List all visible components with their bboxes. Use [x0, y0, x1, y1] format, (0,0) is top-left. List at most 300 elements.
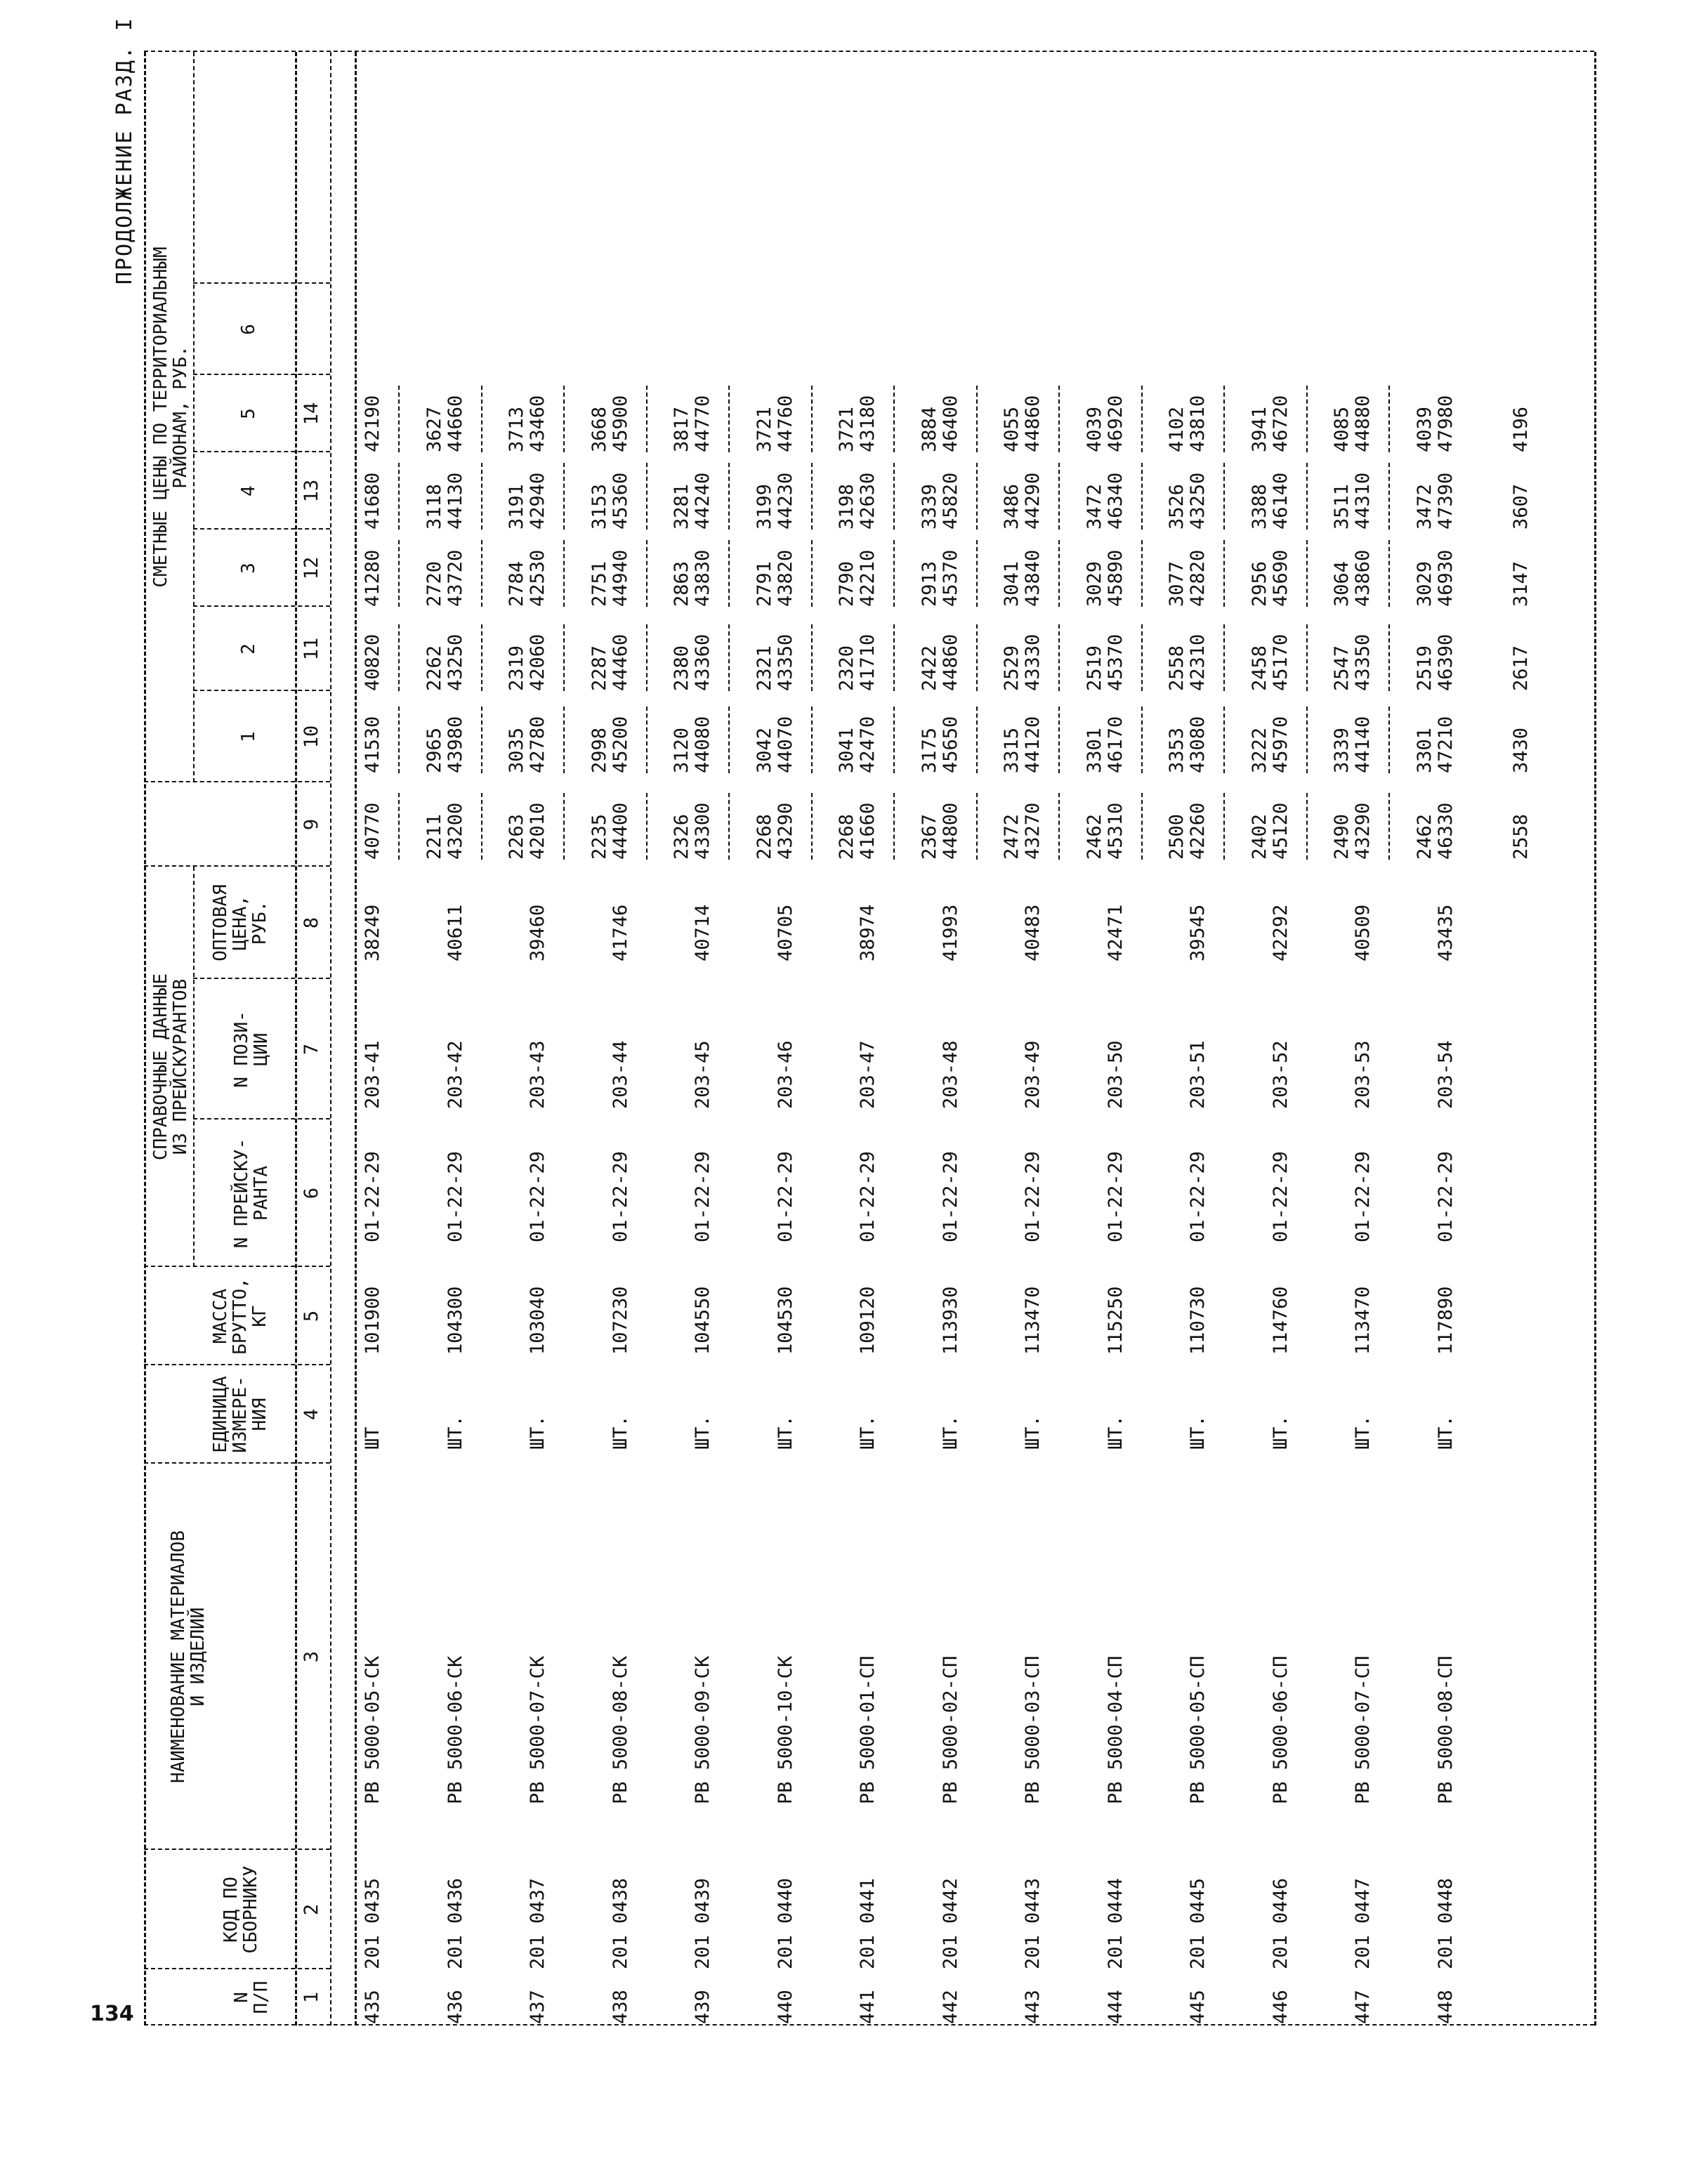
cell-separator [563, 540, 565, 607]
column-number: 12 [301, 556, 322, 580]
region-price-delta: 3315 [1001, 727, 1023, 773]
region-price-total: 46340 [1104, 472, 1126, 530]
cell-separator [398, 386, 400, 452]
region-price-total: 43810 [1187, 395, 1209, 452]
row-position: 203-50 [1104, 1040, 1126, 1109]
row-pricelist: 01-22-29 [692, 1150, 714, 1242]
cell-separator [1141, 624, 1143, 691]
cell-separator [563, 793, 565, 860]
header-region-6: 6 [238, 324, 259, 335]
cell-separator [893, 463, 895, 530]
cell-separator [481, 793, 482, 860]
region-price-total: 45970 [1269, 716, 1292, 773]
row-divider [355, 52, 357, 2025]
row-name: РВ 5000-02-СП [939, 1655, 961, 1804]
region-price-total: 43180 [857, 395, 879, 452]
region-price-delta: 3339 [1331, 727, 1353, 773]
region-price-delta: 3301 [1413, 727, 1436, 773]
region-price-delta: 3198 [836, 483, 858, 530]
region-price-delta: 4085 [1331, 406, 1353, 452]
region-price-total: 44120 [1022, 716, 1044, 773]
region-price-total: 45900 [609, 395, 631, 452]
row-code: 201 0440 [774, 1877, 796, 1969]
cell-separator [1306, 386, 1308, 452]
cell-separator [811, 624, 813, 691]
region-price-delta: 3627 [423, 406, 445, 452]
region-price-total: 42310 [1187, 633, 1209, 691]
region-price-total: 47210 [1434, 716, 1457, 773]
region-price-delta: 3353 [1166, 727, 1188, 773]
row-wholesale-price: 38974 [857, 904, 879, 961]
column-divider [144, 51, 1594, 52]
region-price-delta: 2319 [506, 645, 527, 691]
region-price-delta: 2211 [423, 813, 445, 860]
row-wholesale-price: 42292 [1269, 904, 1292, 961]
row-pricelist: 01-22-29 [1104, 1150, 1126, 1242]
region-price-delta: 2791 [753, 560, 775, 607]
region-price-delta: 3526 [1166, 483, 1188, 530]
cell-separator [646, 707, 648, 773]
row-name: РВ 5000-10-СК [774, 1655, 796, 1804]
cell-separator [1306, 540, 1308, 607]
cell-separator [398, 793, 400, 860]
cell-separator [481, 463, 482, 530]
row-name: РВ 5000-06-СП [1269, 1655, 1292, 1804]
region-price-total: 43830 [692, 549, 714, 607]
region-price-delta: 2402 [1248, 813, 1270, 860]
region-price-delta: 3713 [506, 406, 527, 452]
header-region-4: 4 [238, 485, 259, 497]
row-wholesale-price: 40714 [692, 904, 714, 961]
region-price-delta: 2367 [918, 813, 940, 860]
row-pricelist: 01-22-29 [609, 1150, 631, 1242]
region-price-delta: 3041 [1001, 560, 1023, 607]
region-price-total: 43270 [1022, 802, 1044, 860]
region-price-delta: 2519 [1413, 645, 1436, 691]
cell-separator [1141, 793, 1143, 860]
row-number: 443 [1022, 1990, 1044, 2024]
trailing-value: 2617 [1510, 645, 1532, 691]
region-price-total: 42780 [527, 716, 548, 773]
region-price-total: 44130 [444, 472, 466, 530]
row-position: 203-46 [774, 1040, 796, 1109]
region-price-delta: 2320 [836, 645, 858, 691]
cell-separator [976, 463, 978, 530]
region-price-delta: 3042 [753, 727, 775, 773]
cell-separator [728, 463, 730, 530]
region-price-delta: 2529 [1001, 645, 1023, 691]
region-price-delta: 2326 [671, 813, 692, 860]
cell-separator [893, 707, 895, 773]
header-wholesale: ОПТОВАЯ ЦЕНА, РУБ. [210, 884, 270, 961]
row-unit: ШТ. [1187, 1415, 1209, 1450]
region-price-delta: 2321 [753, 645, 775, 691]
region-price-delta: 3029 [1083, 560, 1105, 607]
cell-separator [1388, 463, 1390, 530]
cell-separator [893, 540, 895, 607]
region-price-delta: 2720 [423, 560, 445, 607]
region-price-total: 44760 [774, 395, 796, 452]
region-price-delta: 3120 [671, 727, 692, 773]
region-price-total: 43720 [444, 549, 466, 607]
region-price-delta: 3668 [588, 406, 610, 452]
cell-separator [1058, 540, 1060, 607]
row-divider [1594, 52, 1596, 2025]
row-name: РВ 5000-07-СП [1352, 1655, 1374, 1804]
row-mass: 104530 [774, 1286, 796, 1355]
row-position: 203-49 [1022, 1040, 1044, 1109]
region-price-total: 46400 [939, 395, 961, 452]
row-unit: ШТ. [444, 1415, 466, 1450]
region-price-total: 46330 [1434, 802, 1457, 860]
cell-separator [1223, 707, 1225, 773]
cell-separator [893, 793, 895, 860]
cell-separator [1223, 463, 1225, 530]
row-number: 448 [1434, 1990, 1457, 2024]
region-price-total: 42260 [1187, 802, 1209, 860]
region-price-total: 47390 [1434, 472, 1457, 530]
row-pricelist: 01-22-29 [1187, 1150, 1209, 1242]
region-price-total: 43250 [444, 633, 466, 691]
region-price-total: 44460 [609, 633, 631, 691]
row-code: 201 0442 [939, 1877, 961, 1969]
region-price-delta: 2462 [1413, 813, 1436, 860]
row-pricelist: 01-22-29 [1022, 1150, 1044, 1242]
row-wholesale-price: 40483 [1022, 904, 1044, 961]
cell-separator [1223, 540, 1225, 607]
cell-separator [1223, 793, 1225, 860]
column-number: 5 [301, 1310, 322, 1322]
region-price-delta: 3301 [1083, 727, 1105, 773]
region-price-total: 45650 [939, 716, 961, 773]
row-mass: 113470 [1022, 1286, 1044, 1355]
row-number: 441 [857, 1990, 879, 2024]
cell-separator [563, 463, 565, 530]
row-code: 201 0446 [1269, 1877, 1292, 1969]
column-number: 11 [301, 637, 322, 661]
column-number: 10 [301, 725, 322, 749]
row-mass: 103040 [527, 1286, 548, 1355]
region-price-delta: 4102 [1166, 406, 1188, 452]
row-position: 203-41 [362, 1040, 383, 1109]
row-number: 447 [1352, 1990, 1374, 2024]
region-price-total: 43360 [692, 633, 714, 691]
cell-separator [728, 386, 730, 452]
row-number: 439 [692, 1990, 714, 2024]
row-code: 201 0435 [362, 1877, 383, 1969]
cell-separator [1058, 793, 1060, 860]
cell-separator [1141, 707, 1143, 773]
region-price-total: 46390 [1434, 633, 1457, 691]
row-pricelist: 01-22-29 [1269, 1150, 1292, 1242]
region-price-delta: 3041 [836, 727, 858, 773]
region-price-delta: 3721 [836, 406, 858, 452]
region-price-total: 45200 [609, 716, 631, 773]
column-number: 8 [301, 917, 322, 929]
section-title: ПРОДОЛЖЕНИЕ РАЗД. I [112, 17, 137, 285]
cell-separator [976, 540, 978, 607]
cell-separator [976, 624, 978, 691]
row-pricelist: 01-22-29 [857, 1150, 879, 1242]
row-unit: ШТ. [1434, 1415, 1457, 1450]
cell-separator [1141, 540, 1143, 607]
row-mass: 104300 [444, 1286, 466, 1355]
cell-separator [646, 386, 648, 452]
row-mass: 104550 [692, 1286, 714, 1355]
row-code: 201 0439 [692, 1877, 714, 1969]
region-price-total: 44660 [444, 395, 466, 452]
row-pricelist: 01-22-29 [1352, 1150, 1374, 1242]
cell-separator [728, 793, 730, 860]
row-name: РВ 5000-08-СП [1434, 1655, 1457, 1804]
row-mass: 115250 [1104, 1286, 1126, 1355]
cell-separator [1223, 386, 1225, 452]
row-divider [193, 52, 195, 782]
region-price-delta: 2268 [753, 813, 775, 860]
column-number: 7 [301, 1043, 322, 1056]
region-price-total: 42060 [527, 633, 548, 691]
row-name: РВ 5000-04-СП [1104, 1655, 1126, 1804]
region-price-total: 42530 [527, 549, 548, 607]
cell-separator [1388, 624, 1390, 691]
trailing-value: 4196 [1510, 406, 1532, 452]
cell-separator [398, 707, 400, 773]
row-pricelist: 01-22-29 [939, 1150, 961, 1242]
region-price-delta: 3472 [1413, 483, 1436, 530]
row-name: РВ 5000-05-СП [1187, 1655, 1209, 1804]
trailing-value: 2558 [1510, 813, 1532, 860]
page-number: 134 [90, 2002, 134, 2026]
region-price-delta: 2965 [423, 727, 445, 773]
row-name: РВ 5000-09-СК [692, 1655, 714, 1804]
region-price-delta: 2956 [1248, 560, 1270, 607]
cell-separator [1058, 386, 1060, 452]
region-price-delta: 3941 [1248, 406, 1270, 452]
row-wholesale-price: 39545 [1187, 904, 1209, 961]
cell-separator [481, 540, 482, 607]
row-number: 438 [609, 1990, 631, 2024]
region-price-total: 44230 [774, 472, 796, 530]
row-unit: ШТ. [609, 1415, 631, 1450]
header-unit: ЕДИНИЦА ИЗМЕРЕ- НИЯ [210, 1376, 270, 1453]
cell-separator [976, 707, 978, 773]
region-price-delta: 3721 [753, 406, 775, 452]
row-mass: 113470 [1352, 1286, 1374, 1355]
column-divider [193, 282, 330, 284]
region-price-total: 43300 [692, 802, 714, 860]
row-unit: ШТ. [774, 1415, 796, 1450]
region-price-total: 42820 [1187, 549, 1209, 607]
region-price-delta: 2519 [1083, 645, 1105, 691]
column-number: 6 [301, 1187, 322, 1200]
row-number: 440 [774, 1990, 796, 2024]
region-price-delta: 3281 [671, 483, 692, 530]
region-price-delta: 2472 [1001, 813, 1023, 860]
header-position: N ПОЗИ- ЦИИ [231, 1011, 272, 1088]
region-price-total: 44880 [1352, 395, 1374, 452]
region-price-delta: 3817 [671, 406, 692, 452]
row-code: 201 0444 [1104, 1877, 1126, 1969]
cell-separator [1306, 463, 1308, 530]
row-position: 203-43 [527, 1040, 548, 1109]
region-price-delta: 3077 [1166, 560, 1188, 607]
region-price-total: 46170 [1104, 716, 1126, 773]
trailing-value: 3147 [1510, 560, 1532, 607]
row-unit: ШТ. [939, 1415, 961, 1450]
header-region-1: 1 [238, 731, 259, 742]
header-code: КОД ПО СБОРНИКУ [221, 1865, 261, 1954]
cell-separator [563, 624, 565, 691]
header-region-2: 2 [238, 643, 259, 655]
region-price-delta: 3884 [918, 406, 940, 452]
cell-separator [1388, 540, 1390, 607]
cell-separator [563, 707, 565, 773]
row-mass: 109120 [857, 1286, 879, 1355]
cell-separator [1058, 707, 1060, 773]
row-wholesale-price: 41746 [609, 904, 631, 961]
region-price-total: 43080 [1187, 716, 1209, 773]
row-wholesale-price: 43435 [1434, 904, 1457, 961]
row-divider [330, 52, 331, 2025]
cell-separator [646, 624, 648, 691]
region-price-total: 42630 [857, 472, 879, 530]
cell-separator [398, 463, 400, 530]
region-price-delta: 4055 [1001, 406, 1023, 452]
cell-separator [481, 707, 482, 773]
region-price-total: 43980 [444, 716, 466, 773]
row-unit: ШТ [362, 1426, 383, 1450]
header-mass: МАССА БРУТТО, КГ [210, 1278, 270, 1355]
row-position: 203-53 [1352, 1040, 1374, 1109]
region-price-total: 43350 [1352, 633, 1374, 691]
cell-separator [1141, 463, 1143, 530]
region-price-total: 41660 [857, 802, 879, 860]
region-price-total: 44770 [692, 395, 714, 452]
row-unit: ШТ. [1269, 1415, 1292, 1450]
trailing-value: 3430 [1510, 727, 1532, 773]
column-number: 13 [301, 479, 322, 503]
row-code: 201 0447 [1352, 1877, 1374, 1969]
region-price-total: 43840 [1022, 549, 1044, 607]
region-price-delta: 2462 [1083, 813, 1105, 860]
row-number: 446 [1269, 1990, 1292, 2024]
row-wholesale-price: 40509 [1352, 904, 1374, 961]
region-price-total: 43460 [527, 395, 548, 452]
cell-separator [811, 386, 813, 452]
region-price: 40770 [362, 802, 383, 860]
region-price-delta: 3175 [918, 727, 940, 773]
row-position: 203-45 [692, 1040, 714, 1109]
region-price-total: 45820 [939, 472, 961, 530]
row-position: 203-44 [609, 1040, 631, 1109]
region-price-total: 44070 [774, 716, 796, 773]
row-pricelist: 01-22-29 [774, 1150, 796, 1242]
cell-separator [398, 540, 400, 607]
region-price-total: 46140 [1269, 472, 1292, 530]
row-code: 201 0436 [444, 1877, 466, 1969]
region-price-total: 45310 [1104, 802, 1126, 860]
cell-separator [481, 386, 482, 452]
region-price-total: 42010 [527, 802, 548, 860]
row-wholesale-price: 40705 [774, 904, 796, 961]
region-price-total: 47980 [1434, 395, 1457, 452]
row-name: РВ 5000-05-СК [362, 1655, 383, 1804]
region-price-delta: 3118 [423, 483, 445, 530]
header-n-pp: N П/П [231, 1981, 272, 2014]
region-price-total: 44140 [1352, 716, 1374, 773]
cell-separator [563, 386, 565, 452]
region-price-total: 44860 [1022, 395, 1044, 452]
region-price-delta: 3472 [1083, 483, 1105, 530]
region-price-total: 41710 [857, 633, 879, 691]
region-price-delta: 3339 [918, 483, 940, 530]
row-divider [144, 52, 146, 2025]
row-unit: ШТ. [692, 1415, 714, 1450]
cell-separator [1141, 386, 1143, 452]
row-name: РВ 5000-03-СП [1022, 1655, 1044, 1804]
cell-separator [728, 624, 730, 691]
region-price-delta: 2784 [506, 560, 527, 607]
header-name: НАИМЕНОВАНИЕ МАТЕРИАЛОВ И ИЗДЕЛИЙ [168, 1530, 209, 1784]
cell-separator [728, 707, 730, 773]
region-price: 42190 [362, 395, 383, 452]
cell-separator [398, 624, 400, 691]
cell-separator [1223, 624, 1225, 691]
row-mass: 107230 [609, 1286, 631, 1355]
row-divider [295, 52, 297, 2025]
row-wholesale-price: 39460 [527, 904, 548, 961]
row-position: 203-42 [444, 1040, 466, 1109]
cell-separator [1306, 624, 1308, 691]
region-price-delta: 2380 [671, 645, 692, 691]
cell-separator [646, 540, 648, 607]
cell-separator [728, 540, 730, 607]
row-position: 203-54 [1434, 1040, 1457, 1109]
row-code: 201 0438 [609, 1877, 631, 1969]
header-ref-group: СПРАВОЧНЫЕ ДАННЫЕ ИЗ ПРЕЙСКУРАНТОВ [150, 973, 191, 1161]
region-price-delta: 2268 [836, 813, 858, 860]
region-price-total: 45170 [1269, 633, 1292, 691]
row-wholesale-price: 40611 [444, 904, 466, 961]
region-price: 41530 [362, 716, 383, 773]
region-price-total: 44240 [692, 472, 714, 530]
region-price-delta: 2558 [1166, 645, 1188, 691]
row-mass: 113930 [939, 1286, 961, 1355]
row-wholesale-price: 41993 [939, 904, 961, 961]
region-price-delta: 3153 [588, 483, 610, 530]
header-region-3: 3 [238, 563, 259, 574]
cell-separator [646, 793, 648, 860]
row-wholesale-price: 38249 [362, 904, 383, 961]
trailing-value: 3607 [1510, 483, 1532, 530]
header-region-5: 5 [238, 408, 259, 419]
region-price-total: 45370 [1104, 633, 1126, 691]
region-price-delta: 2490 [1331, 813, 1353, 860]
region-price-total: 45690 [1269, 549, 1292, 607]
column-divider [144, 2024, 1594, 2025]
cell-separator [811, 463, 813, 530]
region-price-delta: 2500 [1166, 813, 1188, 860]
row-mass: 110730 [1187, 1286, 1209, 1355]
region-price-total: 42470 [857, 716, 879, 773]
region-price-delta: 2235 [588, 813, 610, 860]
column-number: 3 [301, 1650, 322, 1663]
row-position: 203-52 [1269, 1040, 1292, 1109]
region-price-total: 42210 [857, 549, 879, 607]
region-price-total: 43250 [1187, 472, 1209, 530]
column-number: 1 [301, 1991, 322, 2004]
region-price-total: 43330 [1022, 633, 1044, 691]
